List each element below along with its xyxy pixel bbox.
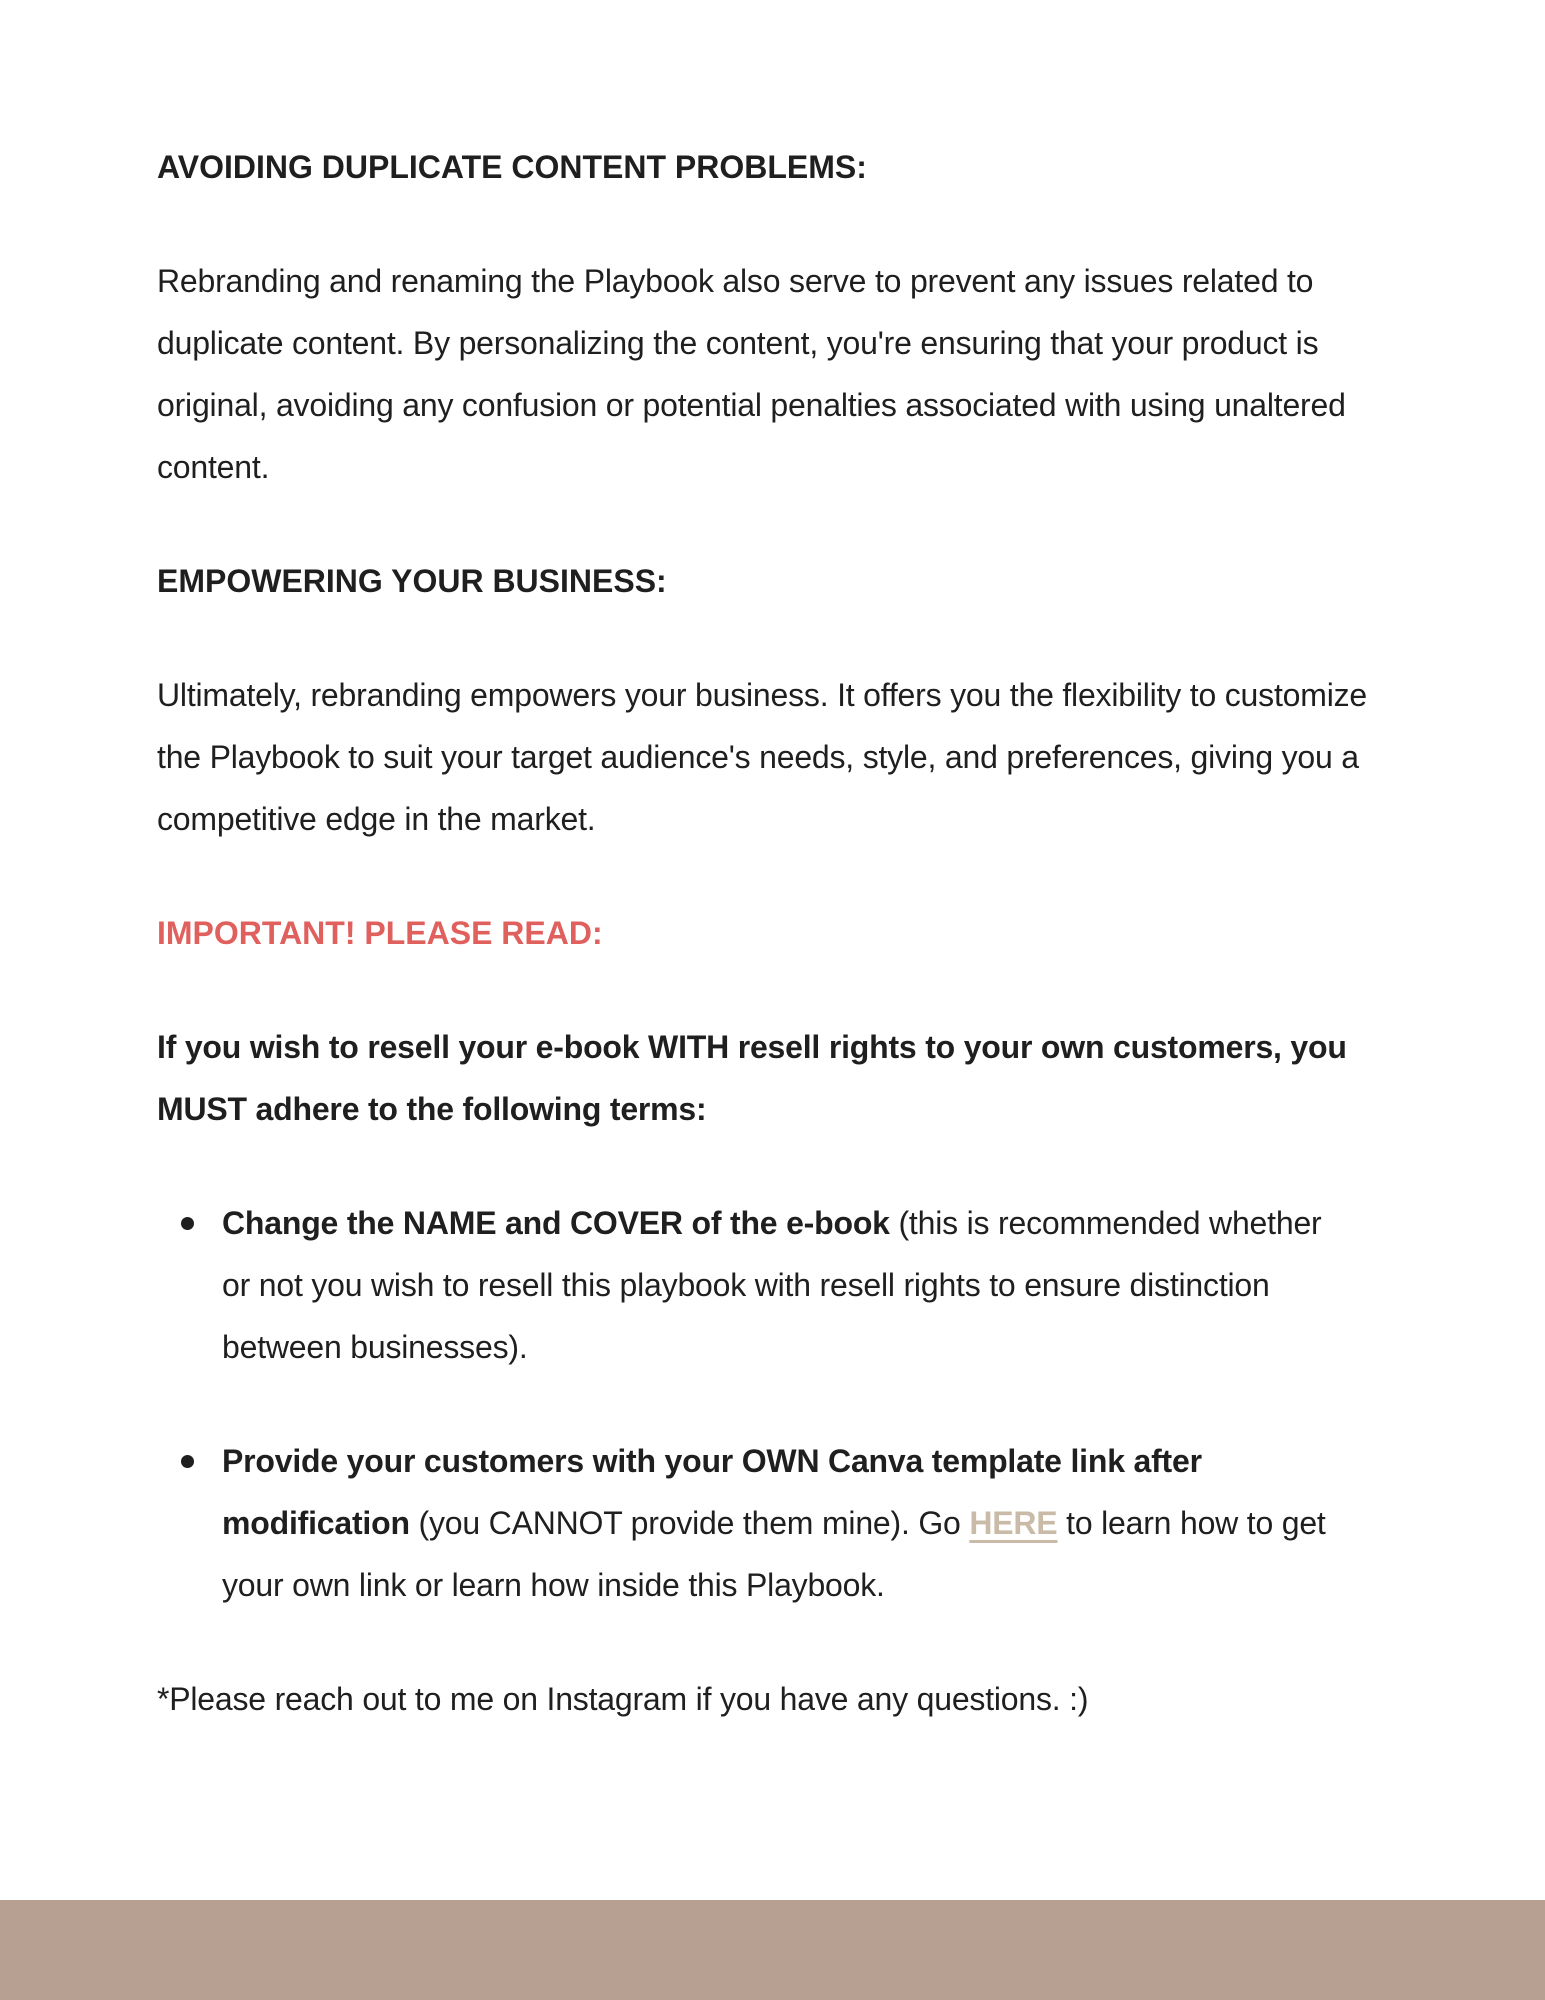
text-run: to learn how to get your own link or learn how inside this Playbook. bbox=[222, 1505, 1326, 1603]
here-link[interactable]: HERE bbox=[969, 1505, 1058, 1541]
text-run: Change the NAME and COVER of the e-book bbox=[222, 1205, 890, 1241]
paragraph-resell-terms-intro: If you wish to resell your e-book WITH resell rights to your own customers, you MUST adhere to the following terms: bbox=[157, 1029, 1347, 1127]
text-run: Provide your customers with your OWN Canva template link after modification bbox=[222, 1443, 1202, 1541]
paragraph-empowering-business: Ultimately, rebranding empowers your business. It offers you the flexibility to customize the Playbook to suit your target audience's needs, style, and preferences, giving you a competitive edge in the market. bbox=[157, 677, 1367, 837]
bullet-dot-icon bbox=[181, 1455, 194, 1468]
list-item-change-name-cover bbox=[157, 1192, 1372, 1378]
heading-avoiding-duplicate-content: AVOIDING DUPLICATE CONTENT PROBLEMS: bbox=[157, 149, 867, 185]
footnote-instagram: *Please reach out to me on Instagram if you have any questions. :) bbox=[157, 1681, 1089, 1717]
paragraph-duplicate-content: Rebranding and renaming the Playbook also serve to prevent any issues related to duplicate content. By personalizing the content, you're ensuring that your product is original, avoiding any confusion or potential penalties associated with using unaltered content. bbox=[157, 263, 1346, 485]
list-item-own-template-link bbox=[157, 1430, 1372, 1616]
heading-empowering-your-business: EMPOWERING YOUR BUSINESS: bbox=[157, 563, 667, 599]
text-run: (this is recommended whether or not you wish to resell this playbook with resell rights to ensure distinction between businesses). bbox=[222, 1205, 1322, 1365]
heading-important-please-read: IMPORTANT! PLEASE READ: bbox=[157, 915, 603, 951]
bullet-dot-icon bbox=[181, 1217, 194, 1230]
text-run: (you CANNOT provide them mine). Go bbox=[409, 1505, 970, 1541]
terms-list bbox=[157, 1192, 1372, 1616]
footer-bar bbox=[0, 1900, 1545, 2000]
